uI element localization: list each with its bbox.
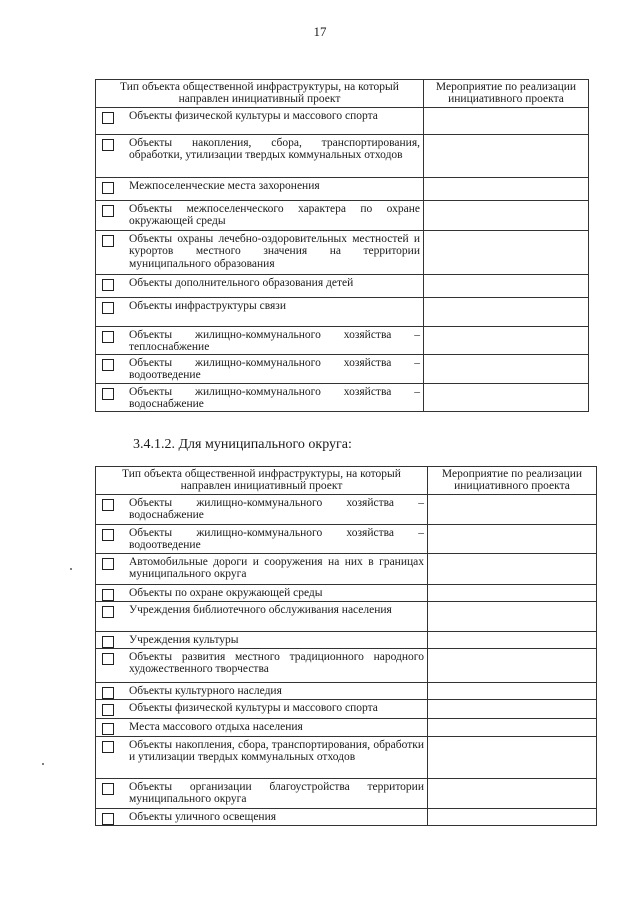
activity-cell[interactable] [424, 108, 589, 135]
object-type-label: Объекты инфраструктуры связи [129, 300, 286, 312]
table-row [96, 683, 597, 700]
table-row [96, 231, 589, 275]
checkbox[interactable] [102, 783, 114, 795]
checkbox[interactable] [102, 139, 114, 151]
checkbox[interactable] [102, 112, 114, 124]
object-type-label: Объекты жилищно-коммунального хозяйства – теплоснабжение [129, 329, 420, 354]
activity-cell[interactable] [428, 495, 597, 525]
checkbox[interactable] [102, 331, 114, 343]
object-type-cell [96, 178, 424, 201]
activity-cell[interactable] [424, 354, 589, 383]
activity-cell[interactable] [424, 275, 589, 298]
activity-cell[interactable] [424, 135, 589, 178]
object-type-label: Объекты охраны лечебно-оздоровительных местностей и курортов местного значения на территории муниципального образования [129, 233, 420, 270]
object-type-cell [96, 383, 424, 411]
table-row [96, 525, 597, 554]
object-type-label: Объекты по охране окружающей среды [129, 587, 323, 599]
header-object-type: Тип объекта общественной инфраструктуры, на который направлен инициативный проект [96, 467, 428, 495]
object-type-label: Объекты межпоселенческого характера по охране окружающей среды [129, 203, 420, 228]
activity-cell[interactable] [428, 525, 597, 554]
checkbox[interactable] [102, 279, 114, 291]
checkbox[interactable] [102, 302, 114, 314]
object-type-cell [96, 737, 428, 779]
table-row [96, 632, 597, 649]
table-row [96, 495, 597, 525]
table-row [96, 779, 597, 809]
object-type-label: Учреждения культуры [129, 634, 239, 646]
activity-cell[interactable] [424, 383, 589, 411]
checkbox[interactable] [102, 205, 114, 217]
object-type-label: Объекты жилищно-коммунального хозяйства – водоснабжение [129, 385, 420, 411]
object-type-cell [96, 135, 424, 178]
section-heading: 3.4.1.2. Для муниципального округа: [133, 437, 352, 452]
table-row [96, 108, 589, 135]
activity-cell[interactable] [424, 201, 589, 231]
checkbox[interactable] [102, 499, 114, 511]
activity-cell[interactable] [428, 585, 597, 602]
checkbox[interactable] [102, 589, 114, 601]
table-row [96, 354, 589, 383]
object-type-cell [96, 201, 424, 231]
object-type-label: Автомобильные дороги и сооружения на них в границах муниципального округа [129, 556, 424, 581]
checkbox[interactable] [102, 723, 114, 735]
activity-cell[interactable] [428, 683, 597, 700]
infrastructure-table-settlement [95, 79, 589, 412]
object-type-label: Учреждения библиотечного обслуживания населения [129, 604, 392, 616]
table-row [96, 135, 589, 178]
object-type-label: Объекты жилищно-коммунального хозяйства – водоснабжение [129, 497, 424, 522]
table-row [96, 178, 589, 201]
object-type-cell [96, 719, 428, 737]
activity-cell[interactable] [424, 327, 589, 355]
object-type-label: Объекты физической культуры и массового спорта [129, 702, 378, 714]
checkbox[interactable] [102, 558, 114, 570]
table-row [96, 554, 597, 585]
table-header-row [96, 467, 597, 495]
checkbox[interactable] [102, 182, 114, 194]
object-type-label: Объекты накопления, сбора, транспортирования, обработки, утилизации твердых коммунальных отходов [129, 137, 420, 162]
table-row [96, 383, 589, 411]
object-type-label: Объекты накопления, сбора, транспортирования, обработки и утилизации твердых коммунальных отходов [129, 739, 424, 764]
checkbox[interactable] [102, 388, 114, 400]
table-row [96, 700, 597, 719]
checkbox[interactable] [102, 359, 114, 371]
object-type-label: Объекты уличного освещения [129, 811, 277, 823]
object-type-label: Объекты культурного наследия [129, 685, 282, 697]
header-activity: Мероприятие по реализации инициативного проекта [428, 467, 597, 495]
object-type-cell [96, 108, 424, 135]
object-type-cell [96, 525, 428, 554]
table-row [96, 275, 589, 298]
header-activity: Мероприятие по реализации инициативного проекта [424, 80, 589, 108]
activity-cell[interactable] [424, 178, 589, 201]
table-row [96, 737, 597, 779]
activity-cell[interactable] [428, 719, 597, 737]
object-type-cell [96, 298, 424, 327]
object-type-cell [96, 554, 428, 585]
infrastructure-table-municipal-district [95, 466, 597, 826]
checkbox[interactable] [102, 653, 114, 665]
table-row [96, 298, 589, 327]
checkbox[interactable] [102, 813, 114, 825]
table-row [96, 201, 589, 231]
object-type-label: Объекты развития местного традиционного народного художественного творчества [129, 651, 424, 676]
scan-speck [42, 763, 44, 765]
object-type-cell [96, 683, 428, 700]
activity-cell[interactable] [428, 700, 597, 719]
object-type-label: Объекты жилищно-коммунального хозяйства – водоотведение [129, 356, 420, 382]
checkbox[interactable] [102, 606, 114, 618]
table-row [96, 602, 597, 632]
header-object-type: Тип объекта общественной инфраструктуры, на который направлен инициативный проект [96, 80, 424, 108]
table-row [96, 327, 589, 355]
scan-speck [70, 568, 72, 570]
object-type-cell [96, 585, 428, 602]
table-row [96, 649, 597, 683]
activity-cell[interactable] [428, 649, 597, 683]
checkbox[interactable] [102, 704, 114, 716]
checkbox[interactable] [102, 741, 114, 753]
object-type-cell [96, 649, 428, 683]
checkbox[interactable] [102, 687, 114, 699]
checkbox[interactable] [102, 636, 114, 648]
object-type-cell [96, 231, 424, 275]
object-type-cell [96, 602, 428, 632]
object-type-label: Объекты жилищно-коммунального хозяйства – водоотведение [129, 527, 424, 552]
table-row [96, 809, 597, 826]
checkbox[interactable] [102, 235, 114, 247]
object-type-cell [96, 495, 428, 525]
object-type-label: Объекты организации благоустройства территории муниципального округа [129, 781, 424, 806]
activity-cell[interactable] [428, 632, 597, 649]
table-row [96, 719, 597, 737]
object-type-cell [96, 354, 424, 383]
table-row [96, 585, 597, 602]
object-type-cell [96, 779, 428, 809]
object-type-cell [96, 809, 428, 826]
object-type-label: Места массового отдыха населения [129, 721, 303, 733]
object-type-cell [96, 275, 424, 298]
activity-cell[interactable] [424, 298, 589, 327]
activity-cell[interactable] [428, 602, 597, 632]
activity-cell[interactable] [428, 809, 597, 826]
table-header-row [96, 80, 589, 108]
object-type-label: Межпоселенческие места захоронения [129, 180, 320, 192]
object-type-cell [96, 327, 424, 355]
object-type-label: Объекты дополнительного образования детей [129, 277, 354, 289]
activity-cell[interactable] [424, 231, 589, 275]
object-type-label: Объекты физической культуры и массового спорта [129, 110, 378, 122]
object-type-cell [96, 700, 428, 719]
activity-cell[interactable] [428, 554, 597, 585]
checkbox[interactable] [102, 529, 114, 541]
page-number: 17 [313, 24, 327, 39]
activity-cell[interactable] [428, 737, 597, 779]
object-type-cell [96, 632, 428, 649]
activity-cell[interactable] [428, 779, 597, 809]
